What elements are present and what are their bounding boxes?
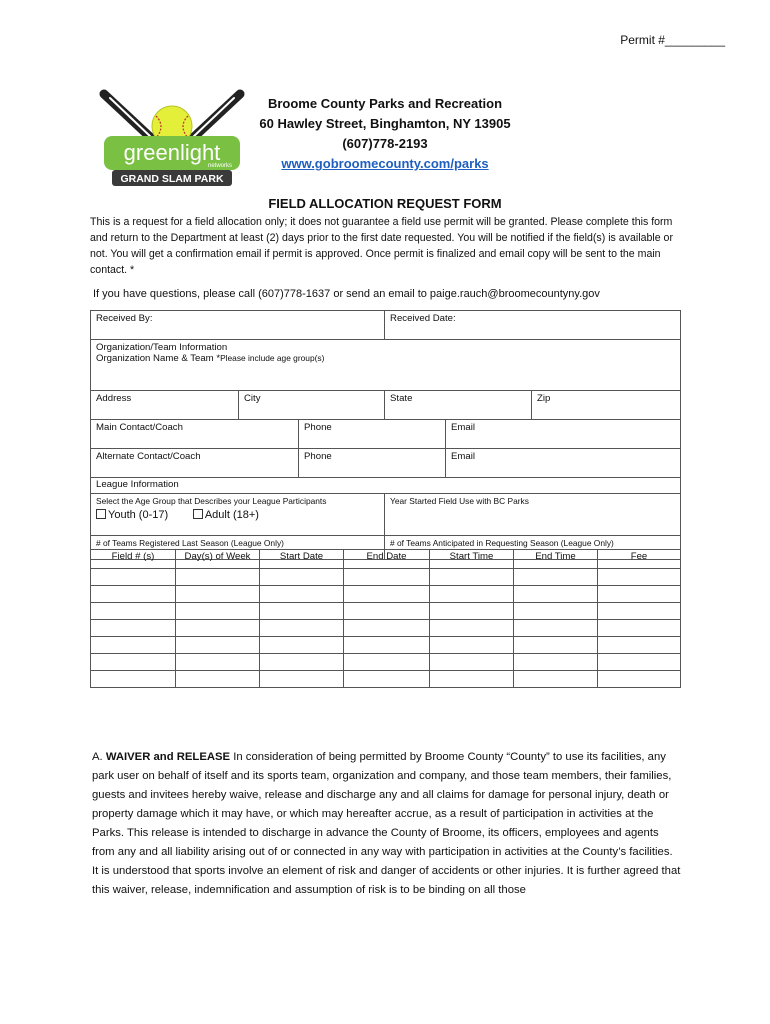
intro-paragraph: This is a request for a field allocation only; it does not guarantee a field use permit will be granted. Please complete this form and return to the Department at least (2) days prior to the first date requested. You will be notified if the field(s) is available or not. You will get a confirmation email if permit is approved. Once permit is finalized and email copy will be sent to the main contact. * [90, 216, 673, 276]
city-field[interactable] [239, 391, 385, 420]
schedule-cell[interactable] [514, 654, 598, 671]
schedule-cell[interactable] [598, 654, 681, 671]
alternate-phone-label: Phone [304, 451, 332, 462]
schedule-cell[interactable] [430, 654, 514, 671]
schedule-cell[interactable] [260, 654, 344, 671]
schedule-cell[interactable] [91, 603, 176, 620]
contact-questions-line: If you have questions, please call (607)778-1637 or send an email to paige.rauch@broomecountyny.gov [93, 288, 600, 300]
schedule-cell[interactable] [430, 603, 514, 620]
org-section-heading: Organization/Team Information [96, 342, 228, 353]
alternate-email-field[interactable] [446, 449, 681, 478]
teams-last-season-label: # of Teams Registered Last Season (League Only) [96, 538, 284, 548]
schedule-cell[interactable] [598, 671, 681, 688]
received-by-label: Received By: [96, 313, 153, 324]
schedule-cell[interactable] [260, 603, 344, 620]
schedule-cell[interactable] [176, 637, 260, 654]
schedule-cell[interactable] [514, 620, 598, 637]
header-days-of-week: Day(s) of Week [176, 550, 260, 569]
schedule-cell[interactable] [91, 620, 176, 637]
main-phone-field[interactable] [299, 420, 446, 449]
schedule-cell[interactable] [91, 569, 176, 586]
organization-name-field[interactable] [91, 340, 681, 391]
schedule-cell[interactable] [91, 637, 176, 654]
schedule-cell[interactable] [176, 654, 260, 671]
org-name-note: Please include age group(s) [220, 353, 325, 363]
agency-address: 60 Hawley Street, Binghamton, NY 13905 [259, 116, 511, 131]
permit-number: Permit #_________ [620, 33, 725, 47]
header-end-time: End Time [514, 550, 598, 569]
schedule-cell[interactable] [176, 586, 260, 603]
schedule-cell[interactable] [344, 637, 430, 654]
main-contact-label: Main Contact/Coach [96, 422, 183, 433]
organization-info-table [90, 310, 681, 560]
table-row [91, 603, 681, 620]
header-start-date: Start Date [260, 550, 344, 569]
logo-brand-text: greenlight [123, 140, 221, 165]
alternate-phone-field[interactable] [299, 449, 446, 478]
schedule-cell[interactable] [430, 586, 514, 603]
field-schedule-table [90, 549, 681, 688]
alternate-contact-field[interactable] [91, 449, 299, 478]
main-email-field[interactable] [446, 420, 681, 449]
waiver-heading: WAIVER and RELEASE [105, 751, 231, 763]
year-started-label: Year Started Field Use with BC Parks [390, 496, 529, 506]
schedule-cell[interactable] [344, 569, 430, 586]
org-name-label: Organization Name & Team * [96, 353, 221, 364]
schedule-cell[interactable] [91, 586, 176, 603]
schedule-cell[interactable] [514, 637, 598, 654]
schedule-cell[interactable] [598, 569, 681, 586]
schedule-cell[interactable] [598, 603, 681, 620]
schedule-cell[interactable] [514, 569, 598, 586]
adult-checkbox[interactable] [193, 509, 203, 519]
main-email-label: Email [451, 422, 476, 433]
table-row [91, 654, 681, 671]
schedule-cell[interactable] [260, 620, 344, 637]
logo-sub-text: networks [207, 163, 233, 169]
schedule-cell[interactable] [344, 654, 430, 671]
schedule-cell[interactable] [598, 586, 681, 603]
youth-checkbox[interactable] [96, 509, 106, 519]
schedule-cell[interactable] [344, 586, 430, 603]
header-field-number: Field # (s) [91, 550, 176, 569]
schedule-cell[interactable] [91, 671, 176, 688]
schedule-cell[interactable] [514, 603, 598, 620]
agency-name: Broome County Parks and Recreation [267, 96, 503, 111]
waiver-prefix: A. [92, 751, 106, 763]
schedule-cell[interactable] [176, 603, 260, 620]
header-fee: Fee [598, 550, 681, 569]
greenlight-grand-slam-park-logo [92, 88, 252, 192]
zip-field[interactable] [532, 391, 681, 420]
address-label: Address [96, 393, 132, 404]
table-row [91, 569, 681, 586]
table-row [91, 586, 681, 603]
form-title: FIELD ALLOCATION REQUEST FORM [268, 196, 502, 211]
schedule-cell[interactable] [176, 671, 260, 688]
alternate-contact-label: Alternate Contact/Coach [96, 451, 201, 462]
schedule-cell[interactable] [260, 637, 344, 654]
main-phone-label: Phone [304, 422, 332, 433]
waiver-text: In consideration of being permitted by Broome County “County” to use its facilities, any park user on behalf of itself and its sports team, organization and company, and those team members, their families, guests and invitees hereby waive, release and discharge any and all claims for damage for personal injury, death or property damage which it may have, or which may hereafter accrue, as a result of participation in activities at the Parks. This release is intended to discharge in advance the County of Broome, its officers, employees and agents from any and all liability arising out of or connected in any way with participation in activities at the County’s facilities. It is understood that sports involve an element of risk and danger of accidents or other injuries. It is further agreed that this waiver, release, indemnification and assumption of risk is to be binding on all those [92, 751, 681, 896]
youth-label: Youth (0-17) [108, 509, 169, 521]
league-section-heading: League Information [91, 478, 681, 494]
alternate-email-label: Email [451, 451, 476, 462]
header-end-date: End Date [344, 550, 430, 569]
schedule-cell[interactable] [514, 586, 598, 603]
schedule-cell[interactable] [260, 569, 344, 586]
waiver-release-paragraph [92, 748, 682, 900]
state-field[interactable] [385, 391, 532, 420]
schedule-cell[interactable] [598, 637, 681, 654]
header-start-time: Start Time [430, 550, 514, 569]
agency-header [240, 94, 530, 174]
state-label: State [390, 393, 413, 404]
age-group-field [91, 494, 385, 536]
address-field[interactable] [91, 391, 239, 420]
schedule-cell[interactable] [91, 654, 176, 671]
schedule-cell[interactable] [176, 620, 260, 637]
schedule-cell[interactable] [430, 620, 514, 637]
schedule-cell[interactable] [430, 569, 514, 586]
schedule-cell[interactable] [260, 586, 344, 603]
table-row [91, 637, 681, 654]
city-label: City [244, 393, 261, 404]
schedule-cell[interactable] [344, 620, 430, 637]
table-row [91, 620, 681, 637]
schedule-cell[interactable] [430, 637, 514, 654]
agency-website-link[interactable]: www.gobroomecounty.com/parks [281, 156, 489, 171]
received-by-field[interactable] [91, 311, 385, 340]
received-date-label: Received Date: [390, 313, 456, 324]
year-started-field[interactable] [385, 494, 681, 536]
logo-park-text: GRAND SLAM PARK [120, 173, 224, 185]
schedule-cell[interactable] [344, 603, 430, 620]
schedule-cell[interactable] [514, 671, 598, 688]
schedule-cell[interactable] [598, 620, 681, 637]
youth-option[interactable] [96, 509, 168, 521]
table-row [91, 671, 681, 688]
adult-option[interactable] [193, 509, 259, 521]
schedule-cell[interactable] [344, 671, 430, 688]
schedule-cell[interactable] [176, 569, 260, 586]
agency-phone: (607)778-2193 [342, 136, 428, 151]
adult-label: Adult (18+) [204, 509, 259, 521]
teams-anticipated-label: # of Teams Anticipated in Requesting Season (League Only) [390, 538, 614, 548]
main-contact-field[interactable] [91, 420, 299, 449]
schedule-cell[interactable] [260, 671, 344, 688]
age-group-label: Select the Age Group that Describes your League Participants [96, 496, 327, 506]
schedule-cell[interactable] [430, 671, 514, 688]
received-date-field[interactable] [385, 311, 681, 340]
zip-label: Zip [537, 393, 551, 404]
